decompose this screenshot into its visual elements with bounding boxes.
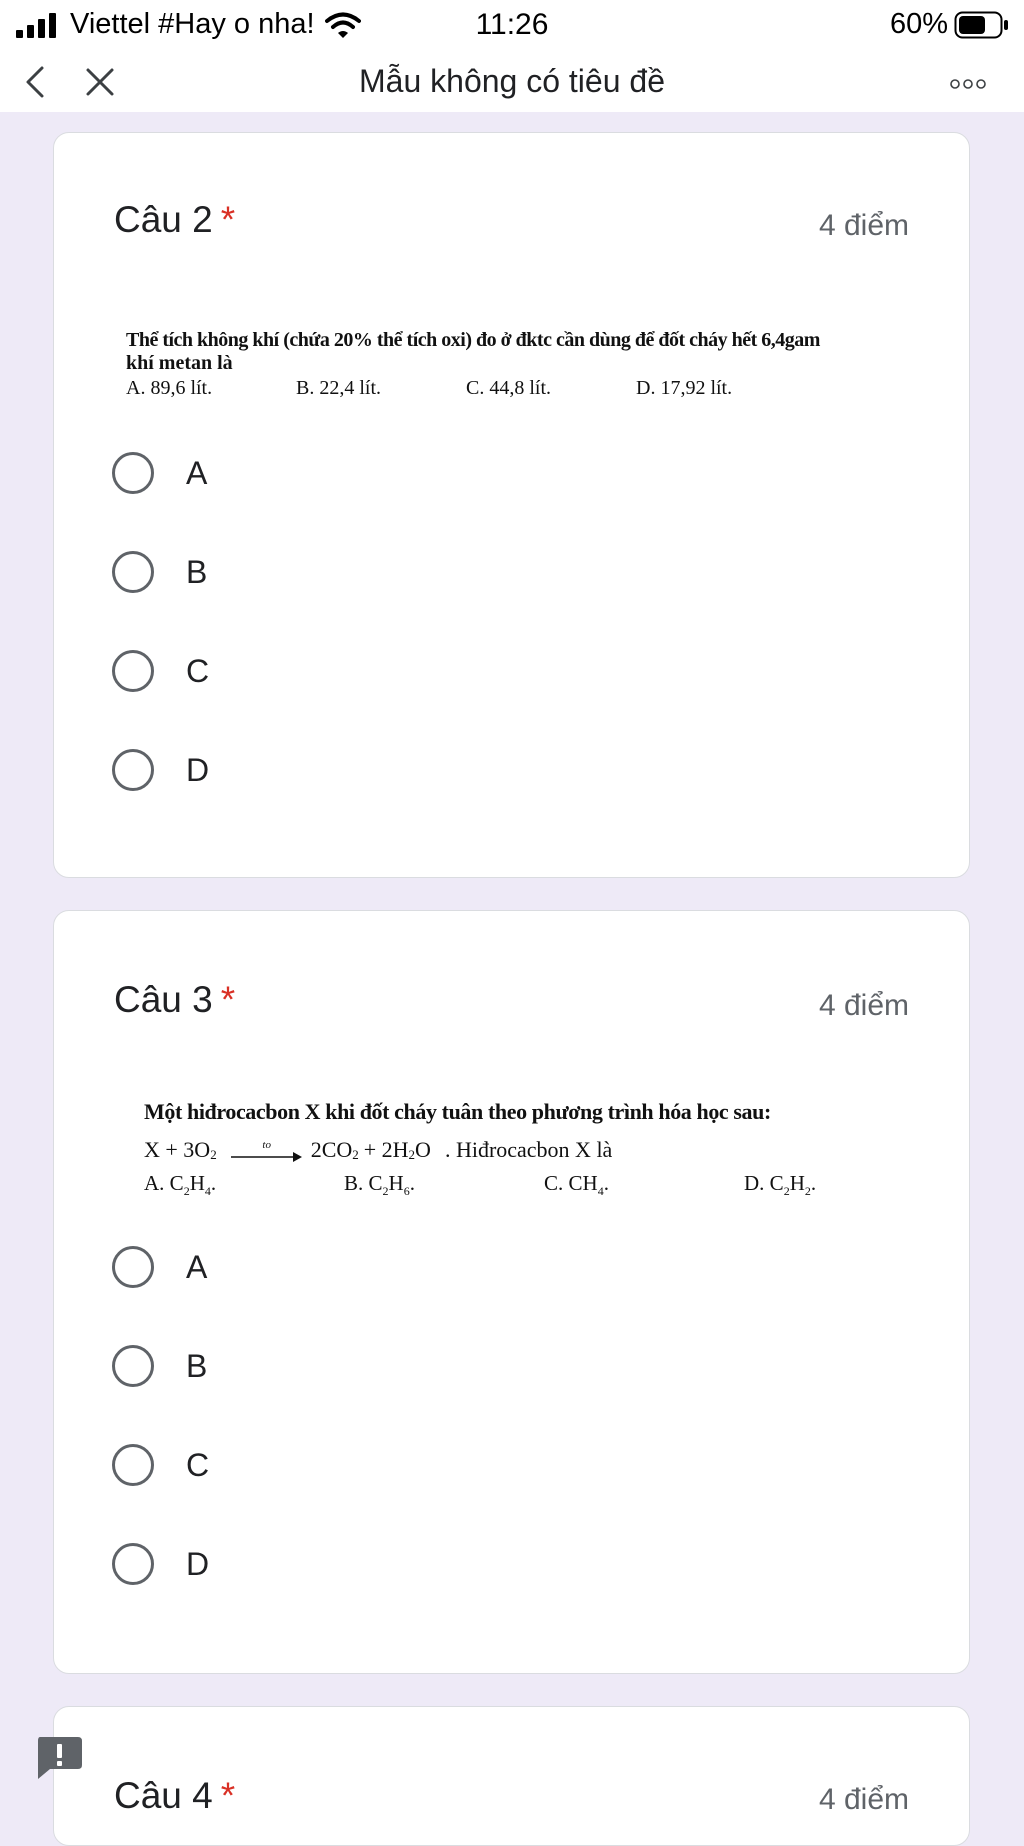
- answer-choice: B. $C_2H_6$.: [344, 1171, 415, 1199]
- reaction-arrow: [231, 1140, 303, 1163]
- answer-choice: A. $C_2H_4$.: [144, 1171, 217, 1199]
- radio-option[interactable]: [112, 447, 207, 499]
- radio-button[interactable]: [112, 452, 154, 494]
- answer-choice-text: D. C: [744, 1171, 784, 1195]
- radio-button[interactable]: [112, 1444, 154, 1486]
- equation-right: + 2H: [363, 1137, 409, 1162]
- answer-choice: D. $C_2H_2$.: [744, 1171, 817, 1199]
- radio-option[interactable]: [112, 645, 209, 697]
- option-label: B: [186, 1347, 208, 1384]
- equation-right: 2CO: [310, 1137, 353, 1162]
- radio-button[interactable]: [112, 650, 154, 692]
- question-points: 4 điểm: [818, 209, 909, 242]
- question-points: 4 điểm: [818, 1783, 909, 1816]
- radio-button[interactable]: [112, 749, 154, 791]
- question-card: [53, 910, 970, 1674]
- option-label: D: [186, 751, 210, 788]
- question-image: [126, 329, 926, 400]
- radio-button[interactable]: [112, 1246, 154, 1288]
- page-title: Mẫu không có tiêu đề: [359, 63, 665, 99]
- radio-option[interactable]: [112, 1340, 207, 1392]
- answer-choice-text: A. C: [144, 1171, 184, 1195]
- nav-bar: [0, 52, 1024, 112]
- status-bar: [0, 0, 1024, 52]
- equation-left: X + 3O: [144, 1137, 211, 1162]
- arrow-icon: [231, 1151, 303, 1163]
- question-title: [114, 979, 235, 1021]
- clock: 11:26: [475, 8, 549, 41]
- answer-choices: [144, 1171, 904, 1199]
- report-feedback-icon[interactable]: [34, 1735, 84, 1781]
- required-asterisk: *: [220, 199, 236, 240]
- radio-button[interactable]: [112, 1543, 154, 1585]
- required-asterisk: *: [220, 1775, 236, 1816]
- radio-button[interactable]: [112, 551, 154, 593]
- status-right: [890, 8, 1010, 41]
- answer-choice: A. 89,6 lít.: [126, 377, 213, 399]
- radio-option[interactable]: [112, 1538, 209, 1590]
- answer-choice: C. $CH_4$.: [544, 1171, 609, 1199]
- question-stem: Thể tích không khí (chứa 20% thể tích oxi) đo ở đktc cần dùng để đốt cháy hết 6,4gam: [126, 329, 820, 351]
- question-number: Câu 3: [114, 979, 213, 1020]
- answer-choice: B. 22,4 lít.: [296, 377, 382, 399]
- more-options-icon[interactable]: [950, 78, 986, 90]
- option-label: A: [186, 454, 208, 491]
- radio-option[interactable]: [112, 1439, 209, 1491]
- equation-tail: . Hiđrocacbon X là: [444, 1137, 613, 1162]
- option-label: D: [186, 1545, 210, 1582]
- question-stem: Một hiđrocacbon X khi đốt cháy tuân theo phương trình hóa học sau:: [144, 1099, 771, 1124]
- answer-choice-text: C. CH: [544, 1171, 598, 1195]
- question-title: [114, 1775, 235, 1817]
- question-stem: khí metan là: [126, 352, 233, 374]
- battery-icon: [954, 11, 1010, 39]
- answer-choice: C. 44,8 lít.: [466, 377, 552, 399]
- radio-option[interactable]: [112, 546, 207, 598]
- radio-option[interactable]: [112, 744, 209, 796]
- carrier-name: Viettel #Hay o nha!: [70, 8, 315, 40]
- equation-right: O: [415, 1137, 431, 1162]
- question-card: [53, 132, 970, 878]
- option-label: A: [186, 1248, 208, 1285]
- answer-choice: D. 17,92 lít.: [636, 377, 733, 399]
- radio-button[interactable]: [112, 1345, 154, 1387]
- question-image: [144, 1099, 904, 1199]
- question-card: [53, 1706, 970, 1846]
- question-title: [114, 199, 235, 241]
- question-points: 4 điểm: [818, 989, 909, 1022]
- option-label: C: [186, 652, 210, 689]
- arrow-label: to: [262, 1139, 271, 1151]
- option-label: C: [186, 1446, 210, 1483]
- battery-percent: 60%: [889, 8, 948, 40]
- question-number: Câu 2: [114, 199, 213, 240]
- option-label: B: [186, 553, 208, 590]
- answer-choice-text: B. C: [344, 1171, 383, 1195]
- radio-option[interactable]: [112, 1241, 207, 1293]
- question-number: Câu 4: [114, 1775, 213, 1816]
- answer-choices: [126, 377, 926, 400]
- required-asterisk: *: [220, 979, 236, 1020]
- equation: X + 3O $_2$ to 2CO $_2$ + 2H $_2$ O . Hiđrocacbon X là: [144, 1137, 613, 1162]
